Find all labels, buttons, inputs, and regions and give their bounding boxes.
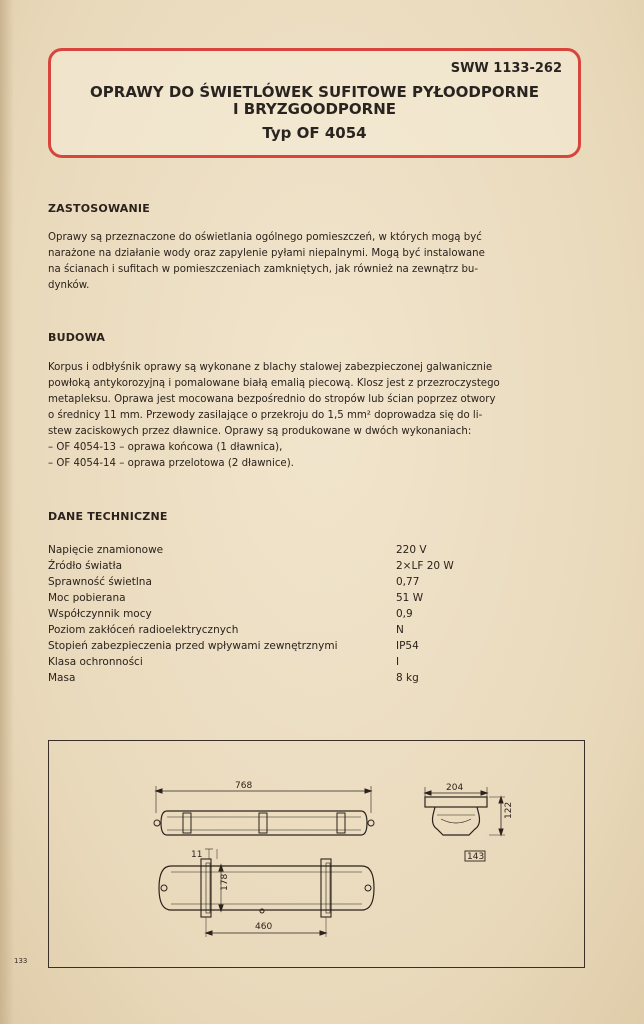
heading-budowa: BUDOWA: [48, 331, 106, 344]
text-line: metapleksu. Oprawa jest mocowana bezpośrednio do stropów lub ścian poprzez otwory: [48, 394, 496, 405]
heading-dane-techniczne: DANE TECHNICZNE: [48, 510, 168, 523]
catalog-code: SWW 1133-262: [450, 61, 562, 76]
spec-label: Masa: [48, 672, 76, 684]
text-line: Korpus i odbłyśnik oprawy są wykonane z blachy stalowej zabezpieczonej galwanicznie: [48, 362, 493, 373]
spec-label: Źródło światła: [48, 560, 123, 572]
paragraph-zastosowanie: [48, 230, 588, 294]
technical-drawing: [49, 741, 584, 967]
title-line-2: I BRYZGOODPORNE: [232, 100, 397, 118]
text-line: o średnicy 11 mm. Przewody zasilające o przekroju do 1,5 mm² doprowadza się do li-: [48, 410, 483, 421]
spec-value: N: [396, 624, 404, 636]
spec-row: [48, 670, 528, 686]
spec-row: [48, 574, 528, 590]
text-line: Oprawy są przeznaczone do oświetlania ogólnego pomieszczeń, w których mogą być: [48, 232, 482, 243]
text-line: dynków.: [48, 280, 90, 291]
spec-row: [48, 638, 528, 654]
technical-drawing-frame: [48, 740, 585, 968]
variant-item: – OF 4054-14 – oprawa przelotowa (2 dławnice).: [48, 458, 294, 469]
title-line-1: OPRAWY DO ŚWIETLÓWEK SUFITOWE PYŁOODPORNE: [90, 83, 539, 101]
spec-label: Współczynnik mocy: [48, 608, 152, 620]
dim-height-label: 122: [504, 801, 514, 819]
end-view: [425, 783, 514, 862]
spec-value: 51 W: [396, 592, 424, 604]
spec-value: 220 V: [396, 544, 427, 556]
title-frame: [48, 48, 581, 158]
spec-row: [48, 590, 528, 606]
page-spine-shadow: [0, 0, 14, 1024]
page-number: 133: [14, 957, 28, 965]
spec-label: Moc pobierana: [48, 592, 126, 604]
spec-row: [48, 622, 528, 638]
variant-item: – OF 4054-13 – oprawa końcowa (1 dławnica),: [48, 442, 283, 453]
text-line: stew zaciskowych przez dławnice. Oprawy są produkowane w dwóch wykonaniach:: [48, 426, 472, 437]
heading-zastosowanie: ZASTOSOWANIE: [48, 202, 150, 215]
spec-label: Napięcie znamionowe: [48, 544, 164, 556]
dim-box-label: 143: [467, 852, 485, 862]
spec-row: [48, 558, 528, 574]
spec-label: Klasa ochronności: [48, 656, 143, 668]
spec-value: 0,9: [396, 608, 413, 620]
spec-row: [48, 606, 528, 622]
dim-mount-width-label: 178: [220, 873, 230, 891]
technical-data-table: [48, 542, 528, 686]
text-line: narażone na działanie wody oraz zapylenie pyłami niepalnymi. Mogą być instalowane: [48, 248, 485, 259]
document-title: [51, 84, 578, 118]
side-view: [154, 781, 374, 835]
spec-value: 2×LF 20 W: [396, 560, 454, 572]
dim-width-label: 204: [446, 783, 464, 793]
dim-length-label: 768: [235, 781, 253, 791]
text-line: powłoką antykorozyjną i pomalowane białą emalią piecową. Klosz jest z przezroczystego: [48, 378, 500, 389]
spec-row: [48, 542, 528, 558]
text-line: na ścianach i sufitach w pomieszczeniach zamkniętych, jak również na zewnątrz bu-: [48, 264, 479, 275]
spec-label: Poziom zakłóceń radioelektrycznych: [48, 624, 239, 636]
spec-value: 8 kg: [396, 672, 419, 684]
product-type: Typ OF 4054: [262, 124, 367, 142]
paragraph-budowa: [48, 360, 588, 472]
dim-hole-label: 11: [191, 850, 203, 860]
spec-value: IP54: [396, 640, 419, 652]
spec-row: [48, 654, 528, 670]
spec-label: Sprawność świetlna: [48, 576, 152, 588]
plan-view: [159, 849, 374, 937]
spec-value: I: [396, 656, 400, 668]
spec-value: 0,77: [396, 576, 420, 588]
spec-label: Stopień zabezpieczenia przed wpływami zewnętrznymi: [48, 640, 338, 652]
dim-mount-spacing-label: 460: [255, 922, 273, 932]
